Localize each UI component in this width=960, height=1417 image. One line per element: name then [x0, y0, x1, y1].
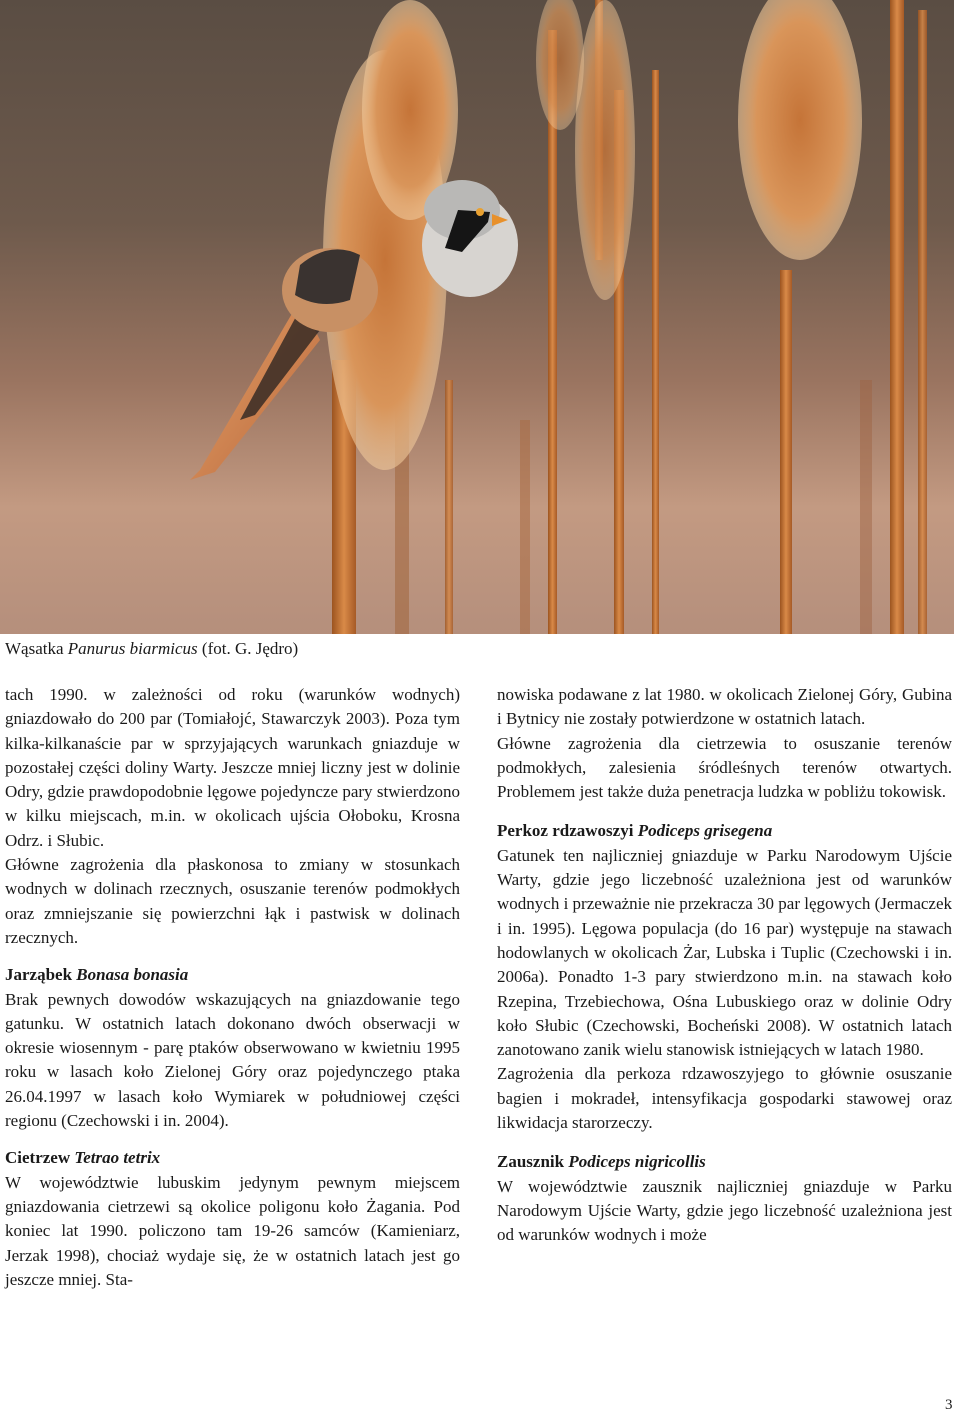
right-column — [497, 683, 952, 1248]
paragraph: Zagrożenia dla perkoza rdzawoszyjego to głównie osuszanie bagien i mokradeł, intensyfikacja gospodarki stawowej oraz likwidacja starorzeczy. — [497, 1064, 952, 1133]
left-column — [5, 683, 460, 1292]
section-heading-zausznik — [497, 1150, 952, 1174]
caption-name: Wąsatka — [5, 639, 64, 658]
caption-latin: Panurus biarmicus — [67, 639, 198, 658]
paragraph: W województwie zausznik najliczniej gniazduje w Parku Narodowym Ujście Warty, gdzie jego liczebność uzależniona jest od warunków wodnych i może — [497, 1176, 952, 1245]
species-latin: Podiceps grisegena — [637, 821, 773, 841]
photo-caption — [5, 638, 298, 660]
bird-photo — [0, 0, 954, 634]
paragraph: Brak pewnych dowodów wskazujących na gniazdowanie tego gatunku. W ostatnich latach dokonano dwóch obserwacji w okresie wiosennym - parę ptaków obserwowano w kwietniu 1995 roku w lasach koło Zielonej Góry oraz pojedynczego ptaka 26.04.1997 w lasach koło Wymiarek w południowej części regionu (Czechowski i in. 2004). — [5, 989, 460, 1131]
paragraph: Gatunek ten najliczniej gniazduje w Parku Narodowym Ujście Warty, gdzie jego liczebność uzależniona jest od warunków wodnych i przeważnie nie przekracza 30 par lęgowych (Jermaczek i in. 1995). Lęgowa populacja (do 16 par) występuje na stawach hodowlanych w okolicach Żar, Lubska i Tuplic (Czechowski i in. 2006a). Ponadto 1-3 pary stwierdzono m.in. na stawach koło Rzepina, Trzebiechowa, Ośna Lubuskiego oraz w dolinie Odry koło Słubic (Czechowski, Bocheński 2008). W ostatnich latach zanotowano zanik wielu stanowisk istniejących w latach 1980. — [497, 845, 952, 1060]
section-heading-cietrzew — [5, 1146, 460, 1170]
species-latin: Tetrao tetrix — [74, 1148, 161, 1168]
paragraph: tach 1990. w zależności od roku (warunków wodnych) gniazdowało do 200 par (Tomiałojć, Stawarczyk 2003). Poza tym kilka-kilkanaście par w sprzyjających warunkach gniazduje w pozostałej części doliny Warty. Jeszcze mniej liczny jest w dolinie Odry, gdzie prawdopodobnie lęgowe pojedyncze pary stwierdzono w kilku miejscach, m.in. w okolicach ujścia Ołoboku, Krosna Odrz. i Słubic. — [5, 685, 460, 850]
species-name: Jarząbek — [5, 965, 73, 985]
paragraph: Główne zagrożenia dla płaskonosa to zmiany w stosunkach wodnych w dolinach rzecznych, osuszanie terenów podmokłych oraz zmniejszanie się powierzchni łąk i pastwisk w dolinach rzecznych. — [5, 855, 460, 947]
paragraph: W województwie lubuskim jedynym pewnym miejscem gniazdowania cietrzewi są okolice poligonu koło Żagania. Pod koniec lat 1990. policzono tam 19-26 samców (Kamieniarz, Jerzak 1998), chociaż wydaje się, że w ostatnich latach jest go jeszcze mniej. Sta- — [5, 1172, 460, 1289]
species-name: Cietrzew — [5, 1148, 71, 1168]
section-heading-perkoz — [497, 819, 952, 843]
paragraph: Główne zagrożenia dla cietrzewia to osuszanie terenów podmokłych, zalesienia śródleśnych terenów otwartych. Problemem jest także duża penetracja ludzka w pobliżu tokowisk. — [497, 733, 952, 802]
species-latin: Podiceps nigricollis — [568, 1152, 706, 1172]
section-heading-jarzabek — [5, 963, 460, 987]
species-latin: Bonasa bonasia — [76, 965, 189, 985]
paragraph: nowiska podawane z lat 1980. w okolicach Zielonej Góry, Gubina i Bytnicy nie zostały potwierdzone w ostatnich latach. — [497, 685, 952, 729]
species-name: Zausznik — [497, 1152, 565, 1172]
species-name: Perkoz rdzawoszyi — [497, 821, 634, 841]
page-number: 3 — [945, 1397, 953, 1413]
caption-credit: (fot. G. Jędro) — [201, 639, 299, 658]
